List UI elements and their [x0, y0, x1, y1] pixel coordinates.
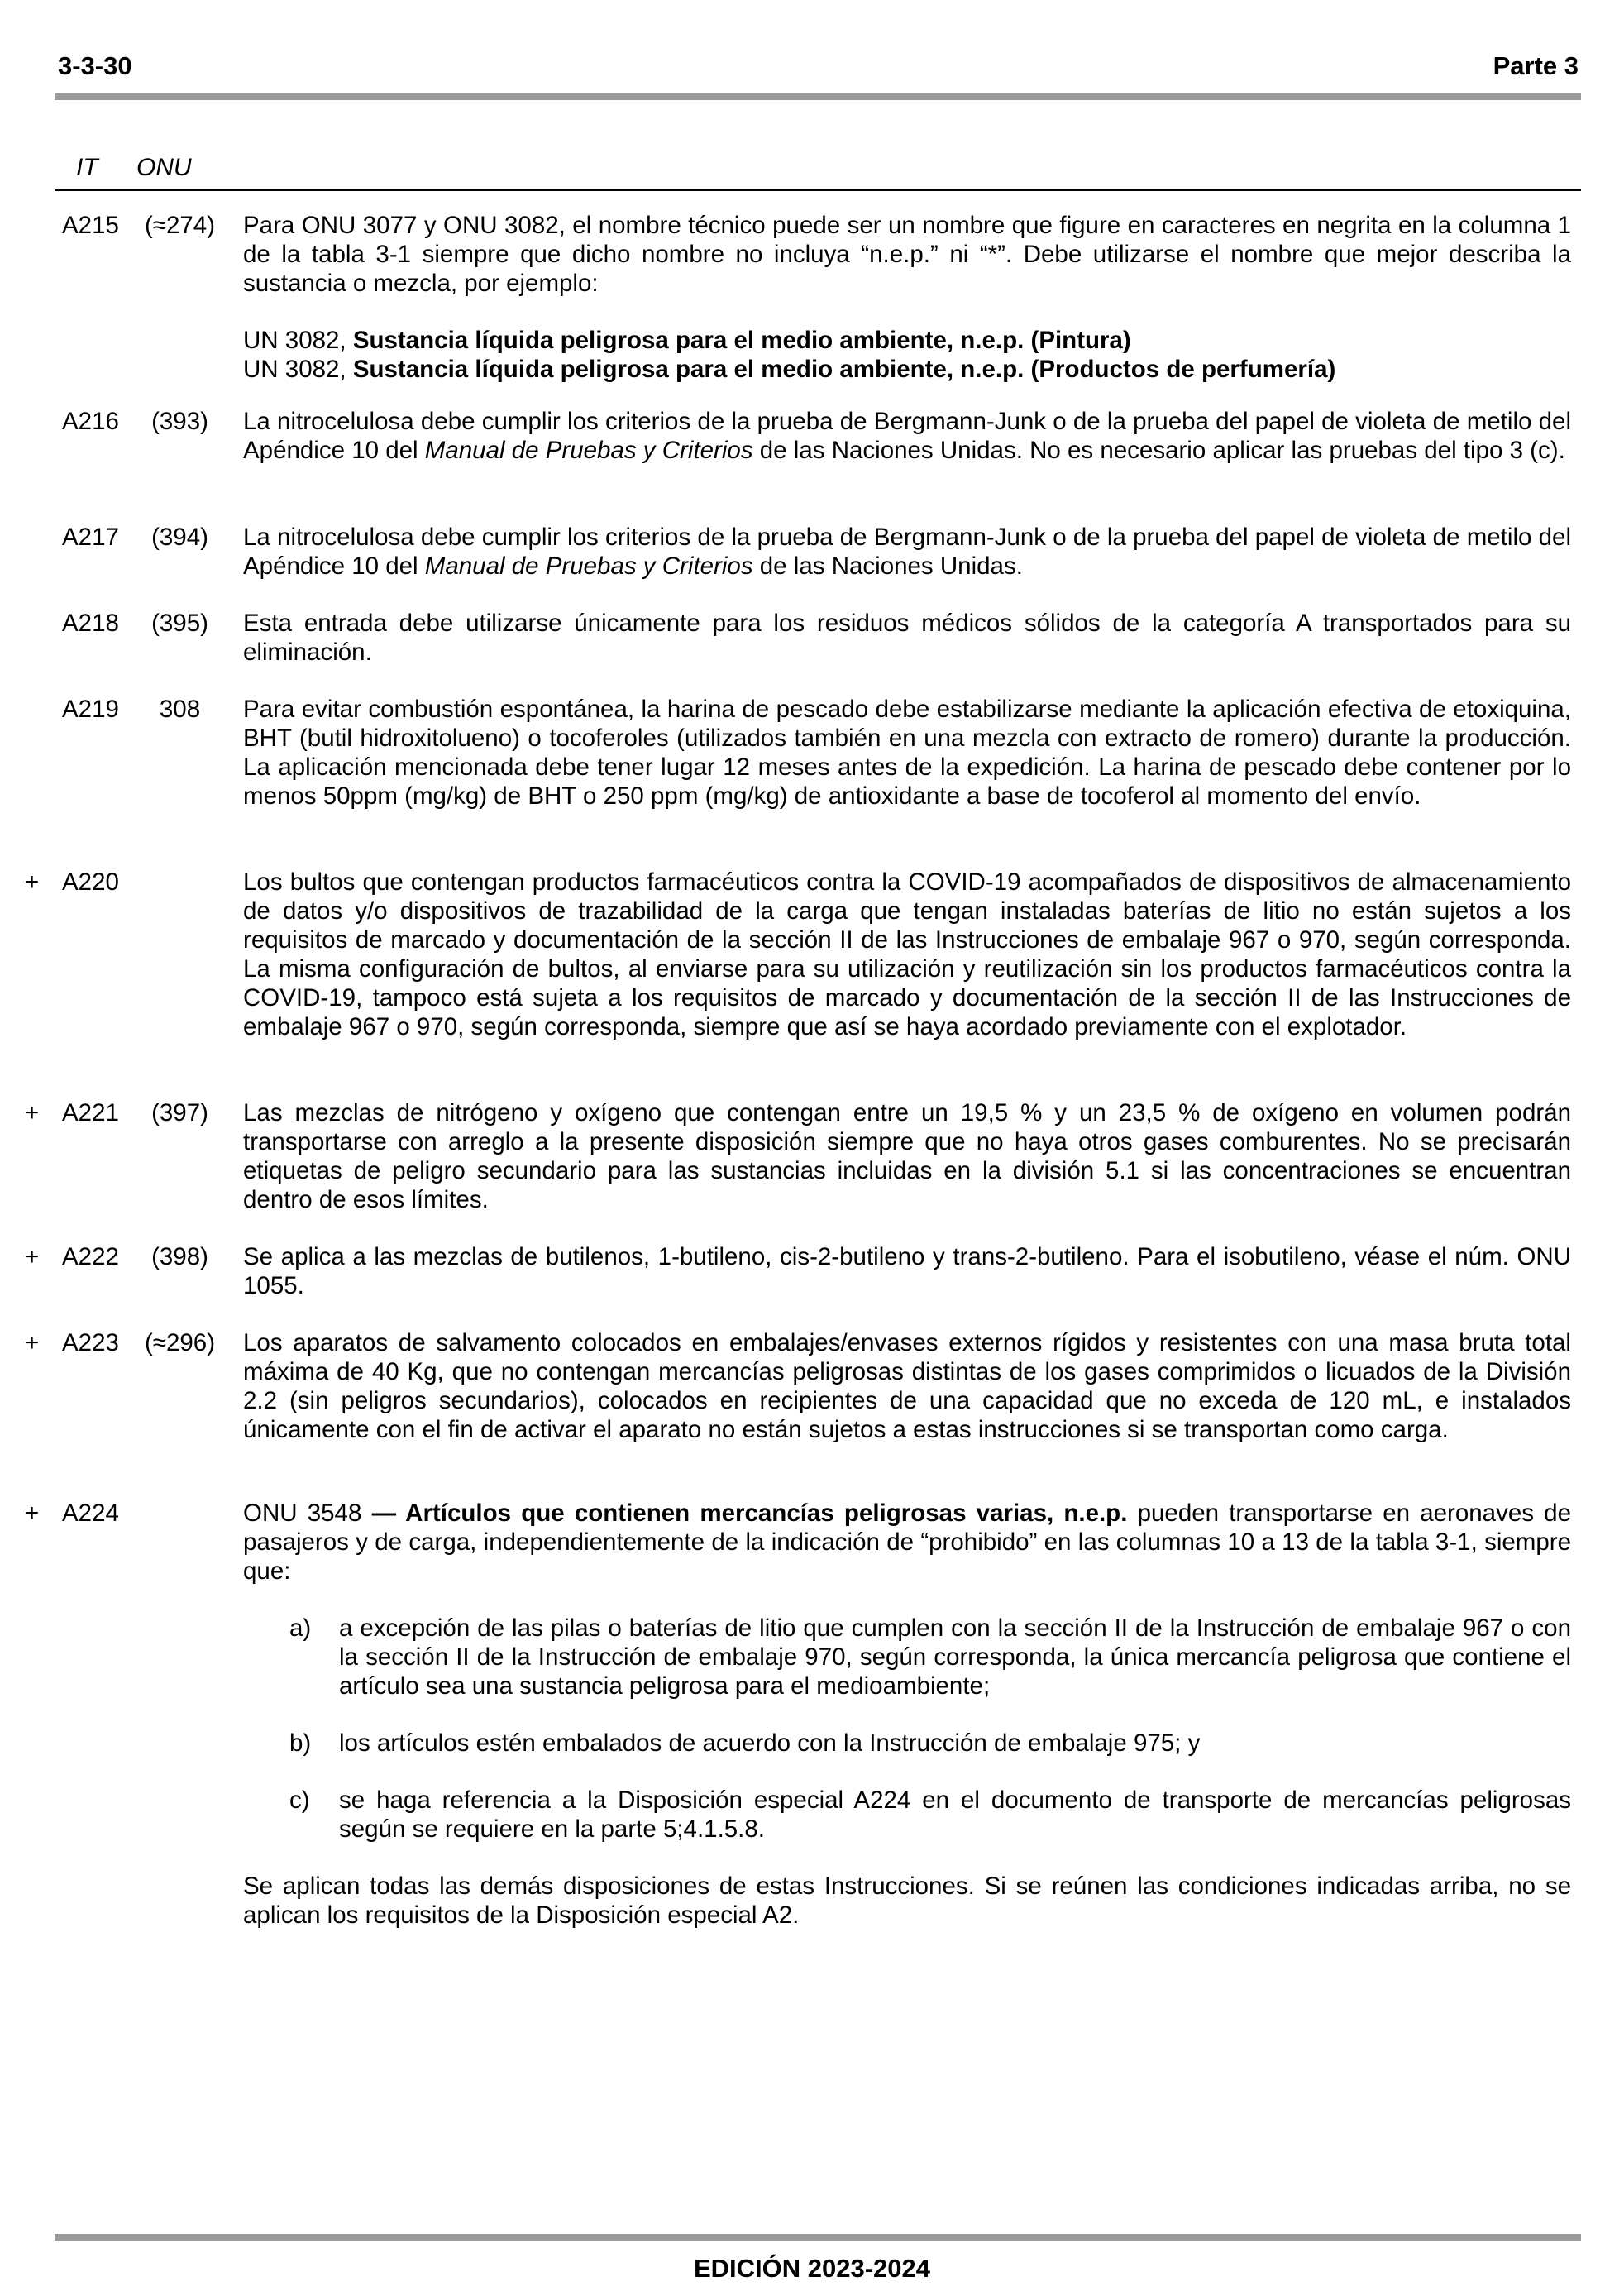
provision-code: A219 — [62, 696, 119, 723]
provision-text — [243, 211, 1571, 384]
amendment-marker: + — [25, 1099, 40, 1126]
amendment-marker: + — [25, 1329, 40, 1356]
un-reference: (397) — [151, 1099, 208, 1126]
manual-title: Manual de Pruebas y Criterios — [424, 552, 753, 580]
provision-text — [243, 868, 1571, 1041]
un-reference: (394) — [151, 524, 208, 551]
provision-code: A218 — [62, 610, 119, 637]
provision-paragraph: La nitrocelulosa debe cumplir los criterios de la prueba de Bergmann-Junk o de la prueba del papel de violeta de metilo del Apéndice 10 del Manual de Pruebas y Criterios de las Naciones Unidas. — [243, 524, 1571, 580]
condition-item: b) los artículos estén embalados de acuerdo con la Instrucción de embalaje 975; y — [289, 1729, 1201, 1757]
closing-paragraph: Se aplican todas las demás disposiciones de estas Instrucciones. Si se reúnen las condiciones indicadas arriba, no se aplican los requisitos de la Disposición especial A2. — [243, 1873, 1571, 1929]
amendment-marker: + — [25, 868, 40, 896]
provision-text — [243, 1098, 1571, 1214]
provision-paragraph: La nitrocelulosa debe cumplir los criterios de la prueba de Bergmann-Junk o de la prueba del papel de violeta de metilo del Apéndice 10 del Manual de Pruebas y Criterios de las Naciones Unidas. No es necesario aplicar las pruebas del tipo 3 (c). — [243, 408, 1571, 464]
amendment-marker: + — [25, 1243, 40, 1270]
un-reference: (395) — [151, 610, 208, 637]
provision-text — [243, 1499, 1571, 1930]
provision-paragraph: ONU 3548 — Artículos que contienen mercancías peligrosas varias, n.e.p. pueden transportarse en aeronaves de pasajeros y de carga, independientemente de la indicación de “prohibido” en las columnas 10 a 13 de la tabla 3-1, siempre que: — [243, 1500, 1571, 1585]
provision-text — [243, 1328, 1571, 1444]
provision-code: A216 — [62, 408, 119, 435]
provision-paragraph: Para ONU 3077 y ONU 3082, el nombre técnico puede ser un nombre que figure en caracteres en negrita en la columna 1 de la tabla 3-1 siempre que dicho nombre no incluya “n.e.p.” ni “*”. Debe utilizarse el nombre que mejor describa la sustancia o mezcla, por ejemplo: — [243, 212, 1571, 297]
part-label: Parte 3 — [1493, 51, 1579, 80]
provision-text — [243, 407, 1571, 465]
un-reference: 308 — [159, 696, 201, 723]
provision-code: A215 — [62, 212, 119, 239]
provision-text — [243, 523, 1571, 581]
column-heading-divider — [55, 189, 1581, 191]
provision-code: A223 — [62, 1329, 119, 1356]
provision-code: A221 — [62, 1099, 119, 1126]
provision-text — [243, 609, 1571, 667]
header-divider — [55, 93, 1581, 100]
condition-item: c) se haga referencia a la Disposición especial A224 en el documento de transporte de mercancías peligrosas según se requiere en la parte 5;4.1.5.8. — [289, 1787, 1571, 1843]
provision-paragraph: Los aparatos de salvamento colocados en embalajes/envases externos rígidos y resistentes con una masa bruta total máxima de 40 Kg, que no contengan mercancías peligrosas distintas de los gases comprimidos o licuados de la División 2.2 (sin peligros secundarios), colocados en recipientes de una capacidad que no exceda de 120 mL, e instalados únicamente con el fin de activar el aparato no están sujetos a estas instrucciones si se transportan como carga. — [243, 1329, 1571, 1443]
column-heading-onu: ONU — [136, 154, 192, 181]
un-reference: (398) — [151, 1243, 208, 1270]
un-reference: (393) — [151, 408, 208, 435]
provision-paragraph: Se aplica a las mezclas de butilenos, 1-butileno, cis-2-butileno y trans-2-butileno. Para el isobutileno, véase el núm. ONU 1055. — [243, 1243, 1571, 1299]
example-line: UN 3082, Sustancia líquida peligrosa para el medio ambiente, n.e.p. (Productos de perfumería) — [243, 356, 1336, 383]
un-reference: (≈274) — [144, 212, 216, 239]
example-line: UN 3082, Sustancia líquida peligrosa para el medio ambiente, n.e.p. (Pintura) — [243, 327, 1131, 354]
footer-divider — [55, 2234, 1581, 2241]
provision-text — [243, 695, 1571, 811]
amendment-marker: + — [25, 1500, 40, 1527]
provision-text — [243, 1242, 1571, 1300]
un-reference: (≈296) — [144, 1329, 216, 1356]
provision-paragraph: Esta entrada debe utilizarse únicamente para los residuos médicos sólidos de la categoría A transportados para su eliminación. — [243, 610, 1571, 666]
provision-code: A224 — [62, 1500, 119, 1527]
manual-title: Manual de Pruebas y Criterios — [424, 437, 753, 464]
page-number: 3-3-30 — [58, 51, 132, 80]
provision-paragraph: Los bultos que contengan productos farmacéuticos contra la COVID-19 acompañados de dispositivos de almacenamiento de datos y/o dispositivos de trazabilidad de la carga que tengan instaladas baterías de litio no están sujetos a los requisitos de marcado y documentación de la sección II de las Instrucciones de embalaje 967 o 970, según corresponda. La misma configuración de bultos, al enviarse para su utilización y reutilización sin los productos farmacéuticos contra la COVID-19, tampoco está sujeta a los requisitos de marcado y documentación de la sección II de las Instrucciones de embalaje 967 o 970, según corresponda, siempre que así se haya acordado previamente con el explotador. — [243, 868, 1571, 1040]
provision-paragraph: Las mezclas de nitrógeno y oxígeno que contengan entre un 19,5 % y un 23,5 % de oxígeno en volumen podrán transportarse con arreglo a la presente disposición siempre que no haya otros gases comburentes. No se precisarán etiquetas de peligro secundario para las sustancias incluidas en la división 5.1 si las concentraciones se encuentran dentro de esos límites. — [243, 1099, 1571, 1213]
provision-paragraph: Para evitar combustión espontánea, la harina de pescado debe estabilizarse mediante la aplicación efectiva de etoxiquina, BHT (butil hidroxitolueno) o tocoferoles (utilizados también en una mezcla con extracto de romero) durante la producción. La aplicación mencionada debe tener lugar 12 meses antes de la expedición. La harina de pescado debe contener por lo menos 50ppm (mg/kg) de BHT o 250 ppm (mg/kg) de antioxidante a base de tocoferol al momento del envío. — [243, 696, 1571, 810]
provision-code: A217 — [62, 524, 119, 551]
edition-label: EDICIÓN 2023-2024 — [693, 2254, 931, 2283]
provision-code: A220 — [62, 868, 119, 896]
column-heading-it: IT — [76, 154, 98, 181]
condition-item: a) a excepción de las pilas o baterías de litio que cumplen con la sección II de la Instrucción de embalaje 967 o con la sección II de la Instrucción de embalaje 970, según corresponda, la única mercancía peligrosa que contiene el artículo sea una sustancia peligrosa para el medioambiente; — [289, 1614, 1571, 1700]
provision-code: A222 — [62, 1243, 119, 1270]
